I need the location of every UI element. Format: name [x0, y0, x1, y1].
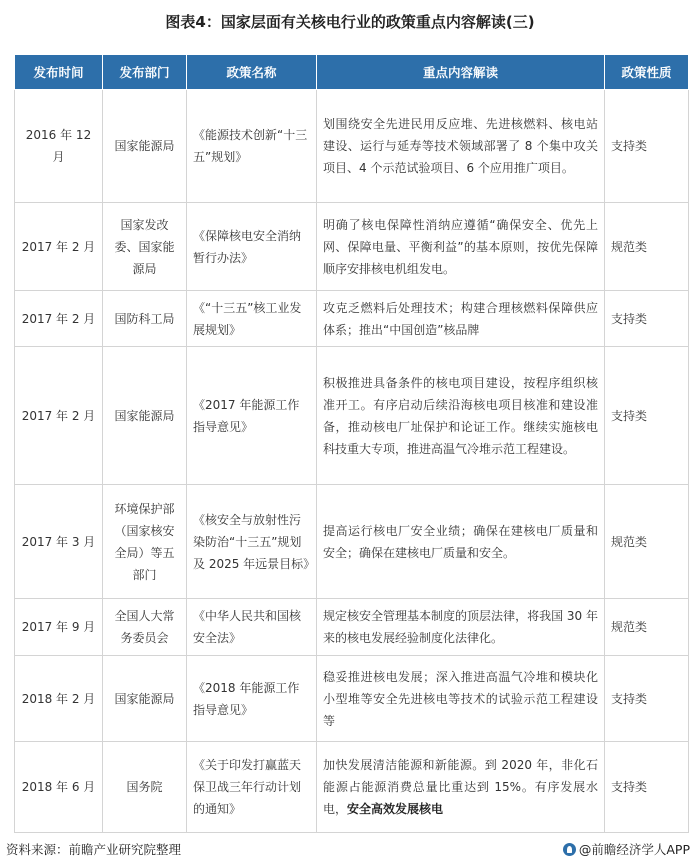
cell-date: 2018 年 2 月 — [15, 656, 103, 742]
table-row — [15, 347, 689, 485]
cell-dept: 国家能源局 — [103, 90, 187, 203]
header-content: 重点内容解读 — [317, 55, 605, 90]
cell-content: 积极推进具备条件的核电项目建设，按程序组织核准开工。有序启动后续沿海核电项目核准和建设准备，推动核电厂址保护和论证工作。继续实施核电科技重大专项，推进高温气冷堆示范工程建设。 — [317, 347, 605, 485]
table-row — [15, 291, 689, 347]
cell-date: 2017 年 2 月 — [15, 291, 103, 347]
cell-policy: 《保障核电安全消纳暂行办法》 — [187, 203, 317, 291]
header-dept: 发布部门 — [103, 55, 187, 90]
cell-date: 2017 年 2 月 — [15, 347, 103, 485]
cell-dept: 国家发改委、国家能源局 — [103, 203, 187, 291]
table-row — [15, 90, 689, 203]
cell-date: 2018 年 6 月 — [15, 742, 103, 833]
cell-type: 支持类 — [605, 656, 689, 742]
cell-content: 规定核安全管理基本制度的顶层法律，将我国 30 年来的核电发展经验制度化法律化。 — [317, 599, 605, 656]
cell-content: 稳妥推进核电发展；深入推进高温气冷堆和模块化小型堆等安全先进核电等技术的试验示范工程建设等 — [317, 656, 605, 742]
table-row — [15, 485, 689, 599]
header-policy: 政策名称 — [187, 55, 317, 90]
cell-content: 划围绕安全先进民用反应堆、先进核燃料、核电站建设、运行与延寿等技术领域部署了 8 个集中攻关项目、4 个示范试验项目、6 个应用推广项目。 — [317, 90, 605, 203]
cell-dept: 环境保护部（国家核安全局）等五部门 — [103, 485, 187, 599]
header-date: 发布时间 — [15, 55, 103, 90]
header-type: 政策性质 — [605, 55, 689, 90]
cell-type: 支持类 — [605, 742, 689, 833]
cell-date: 2017 年 2 月 — [15, 203, 103, 291]
brand-logo-icon — [563, 843, 576, 856]
source-note: 资料来源：前瞻产业研究院整理 — [6, 842, 182, 857]
cell-content: 攻克乏燃料后处理技术；构建合理核燃料保障供应体系；推出“中国创造”核品牌 — [317, 291, 605, 347]
cell-date: 2017 年 9 月 — [15, 599, 103, 656]
table-row — [15, 599, 689, 656]
cell-type: 规范类 — [605, 599, 689, 656]
cell-content — [317, 742, 605, 833]
cell-type: 规范类 — [605, 485, 689, 599]
cell-content: 提高运行核电厂安全业绩；确保在建核电厂质量和安全；确保在建核电厂质量和安全。 — [317, 485, 605, 599]
cell-dept: 国家能源局 — [103, 347, 187, 485]
cell-policy: 《核安全与放射性污染防治“十三五”规划及 2025 年远景目标》 — [187, 485, 317, 599]
brand-mark — [563, 840, 690, 858]
cell-type: 支持类 — [605, 291, 689, 347]
cell-dept: 国家能源局 — [103, 656, 187, 742]
cell-dept: 国务院 — [103, 742, 187, 833]
cell-policy: 《2017 年能源工作指导意见》 — [187, 347, 317, 485]
cell-policy: 《“十三五”核工业发展规划》 — [187, 291, 317, 347]
cell-type: 支持类 — [605, 347, 689, 485]
cell-date: 2016 年 12 月 — [15, 90, 103, 203]
cell-type: 规范类 — [605, 203, 689, 291]
cell-policy: 《能源技术创新“十三五”规划》 — [187, 90, 317, 203]
cell-policy: 《关于印发打赢蓝天保卫战三年行动计划的通知》 — [187, 742, 317, 833]
table-header-row — [15, 55, 689, 90]
content-bold-text: 安全高效发展核电 — [347, 802, 444, 816]
brand-text: @前瞻经济学人APP — [578, 842, 690, 857]
cell-dept: 全国人大常务委员会 — [103, 599, 187, 656]
content-text: 加快发展清洁能源和新能源。到 2020 年，非化石能源占能源消费总量比重达到 15%。有序发展水电， — [323, 758, 598, 816]
cell-type: 支持类 — [605, 90, 689, 203]
cell-policy: 《中华人民共和国核安全法》 — [187, 599, 317, 656]
table-row — [15, 203, 689, 291]
cell-policy: 《2018 年能源工作指导意见》 — [187, 656, 317, 742]
page-title: 图表4：国家层面有关核电行业的政策重点内容解读(三) — [165, 13, 535, 31]
cell-content: 明确了核电保障性消纳应遵循“确保安全、优先上网、保障电量、平衡利益”的基本原则，按优先保障顺序安排核电机组发电。 — [317, 203, 605, 291]
table-row — [15, 742, 689, 833]
policy-table — [14, 54, 689, 833]
table-row — [15, 656, 689, 742]
cell-dept: 国防科工局 — [103, 291, 187, 347]
cell-date: 2017 年 3 月 — [15, 485, 103, 599]
